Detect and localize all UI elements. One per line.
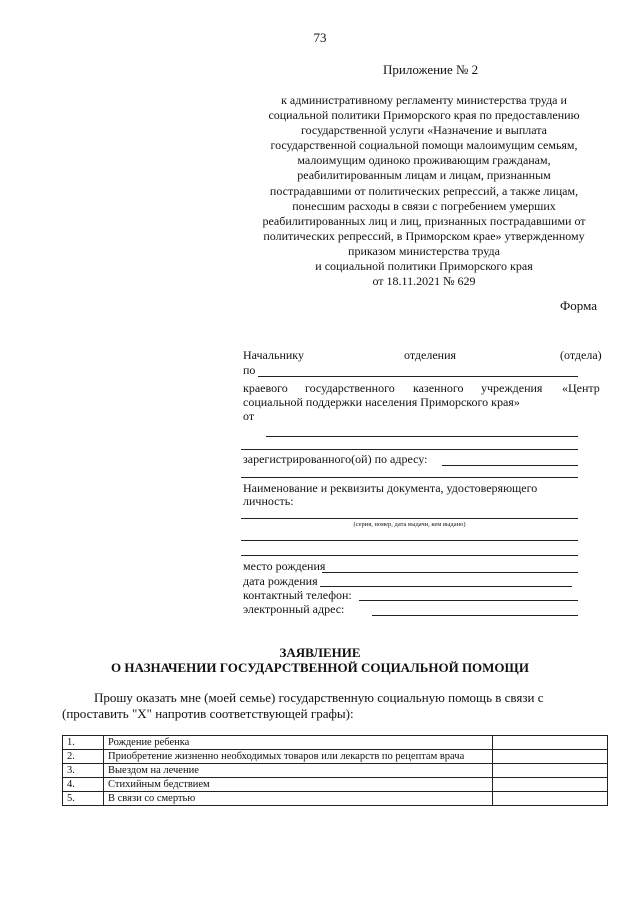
- phone-line[interactable]: [359, 600, 578, 601]
- appendix-line: пострадавшими от политических репрессий, а также лицам,: [269, 183, 579, 198]
- reason-checkbox-cell[interactable]: [493, 736, 608, 750]
- org-word: казенного: [413, 381, 464, 395]
- address-line-2[interactable]: [241, 477, 578, 478]
- org-word: «Центр: [562, 381, 600, 395]
- po-label: по: [243, 363, 256, 377]
- email-line[interactable]: [372, 615, 578, 616]
- id-document-line-2[interactable]: [241, 540, 578, 541]
- birthdate-label: дата рождения: [243, 574, 318, 588]
- appendix-line: и социальной политики Приморского края: [315, 259, 533, 274]
- reason-text: Выездом на лечение: [104, 764, 493, 778]
- addressee-word-1: Начальнику: [243, 348, 304, 362]
- statement-title: ЗАЯВЛЕНИЕ: [279, 645, 361, 660]
- applicant-name-line-2[interactable]: [241, 449, 578, 450]
- statement-subtitle: О НАЗНАЧЕНИИ ГОСУДАРСТВЕННОЙ СОЦИАЛЬНОЙ ПОМОЩИ: [111, 660, 529, 675]
- appendix-line: государственной социальной помощи малоимущим семьям,: [270, 138, 578, 153]
- registered-label: зарегистрированного(ой) по адресу:: [243, 452, 428, 466]
- doc-note: (серия, номер, дата выдачи, кем выдано): [353, 521, 466, 528]
- org-word: учреждения: [481, 381, 543, 395]
- table-row: [63, 778, 608, 792]
- addressee-word-3: (отдела): [560, 348, 602, 362]
- reason-checkbox-cell[interactable]: [493, 778, 608, 792]
- reason-text: Рождение ребенка: [104, 736, 493, 750]
- address-line[interactable]: [442, 465, 578, 466]
- appendix-title: Приложение № 2: [383, 62, 479, 77]
- appendix-line: малоимущим одиноко проживающим гражданам,: [297, 153, 551, 168]
- table-row: [63, 736, 608, 750]
- phone-label: контактный телефон:: [243, 588, 352, 602]
- reason-checkbox-cell[interactable]: [493, 750, 608, 764]
- reason-text: Стихийным бедствием: [104, 778, 493, 792]
- birthplace-line[interactable]: [322, 572, 578, 573]
- reason-checkbox-cell[interactable]: [493, 764, 608, 778]
- appendix-line: от 18.11.2021 № 629: [372, 274, 476, 289]
- reason-number: 2.: [63, 750, 104, 764]
- reason-number: 3.: [63, 764, 104, 778]
- appendix-line: социальной политики Приморского края по предоставлению: [268, 108, 580, 123]
- reason-text: В связи со смертью: [104, 792, 493, 806]
- addressee-word-2: отделения: [404, 348, 457, 362]
- org-line-2: социальной поддержки населения Приморского края»: [243, 395, 520, 409]
- statement-intro: Прошу оказать мне (моей семье) государственную социальную помощь в связи с (проставить "X" напротив соответствующей графы):: [62, 690, 544, 721]
- department-line[interactable]: [258, 376, 578, 377]
- page-number: 73: [313, 30, 327, 45]
- appendix-line: политических репрессий, в Приморском крае» утвержденному: [263, 228, 585, 243]
- doc-label-2: личность:: [243, 494, 294, 508]
- id-document-line-3[interactable]: [241, 555, 578, 556]
- reason-number: 1.: [63, 736, 104, 750]
- id-document-line[interactable]: [241, 518, 578, 519]
- birthdate-line[interactable]: [320, 586, 572, 587]
- reason-number: 5.: [63, 792, 104, 806]
- birthplace-label: место рождения: [243, 559, 326, 573]
- email-label: электронный адрес:: [243, 602, 345, 616]
- table-row: [63, 764, 608, 778]
- appendix-line: реабилитированных лиц и лиц, признанных пострадавшими от: [262, 213, 586, 228]
- org-word: государственного: [305, 381, 395, 395]
- appendix-line: приказом министерства труда: [348, 243, 500, 258]
- form-label: Форма: [560, 298, 597, 313]
- table-row: [63, 792, 608, 806]
- appendix-text: [236, 93, 612, 289]
- appendix-line: реабилитированным лицам и лицам, признанным: [297, 168, 551, 183]
- doc-label: Наименование и реквизиты документа, удостоверяющего: [243, 481, 538, 495]
- org-word: краевого: [243, 381, 288, 395]
- appendix-line: государственной услуги «Назначение и выплата: [300, 123, 547, 138]
- reason-text: Приобретение жизненно необходимых товаров или лекарств по рецептам врача: [104, 750, 493, 764]
- table-row: [63, 750, 608, 764]
- appendix-line: к административному регламенту министерства труда и: [281, 93, 567, 107]
- reasons-table: [62, 735, 608, 806]
- from-label: от: [243, 409, 255, 423]
- appendix-line: понесшим расходы в связи с погребением умерших: [292, 198, 556, 213]
- applicant-name-line[interactable]: [266, 436, 578, 437]
- reason-checkbox-cell[interactable]: [493, 792, 608, 806]
- reason-number: 4.: [63, 778, 104, 792]
